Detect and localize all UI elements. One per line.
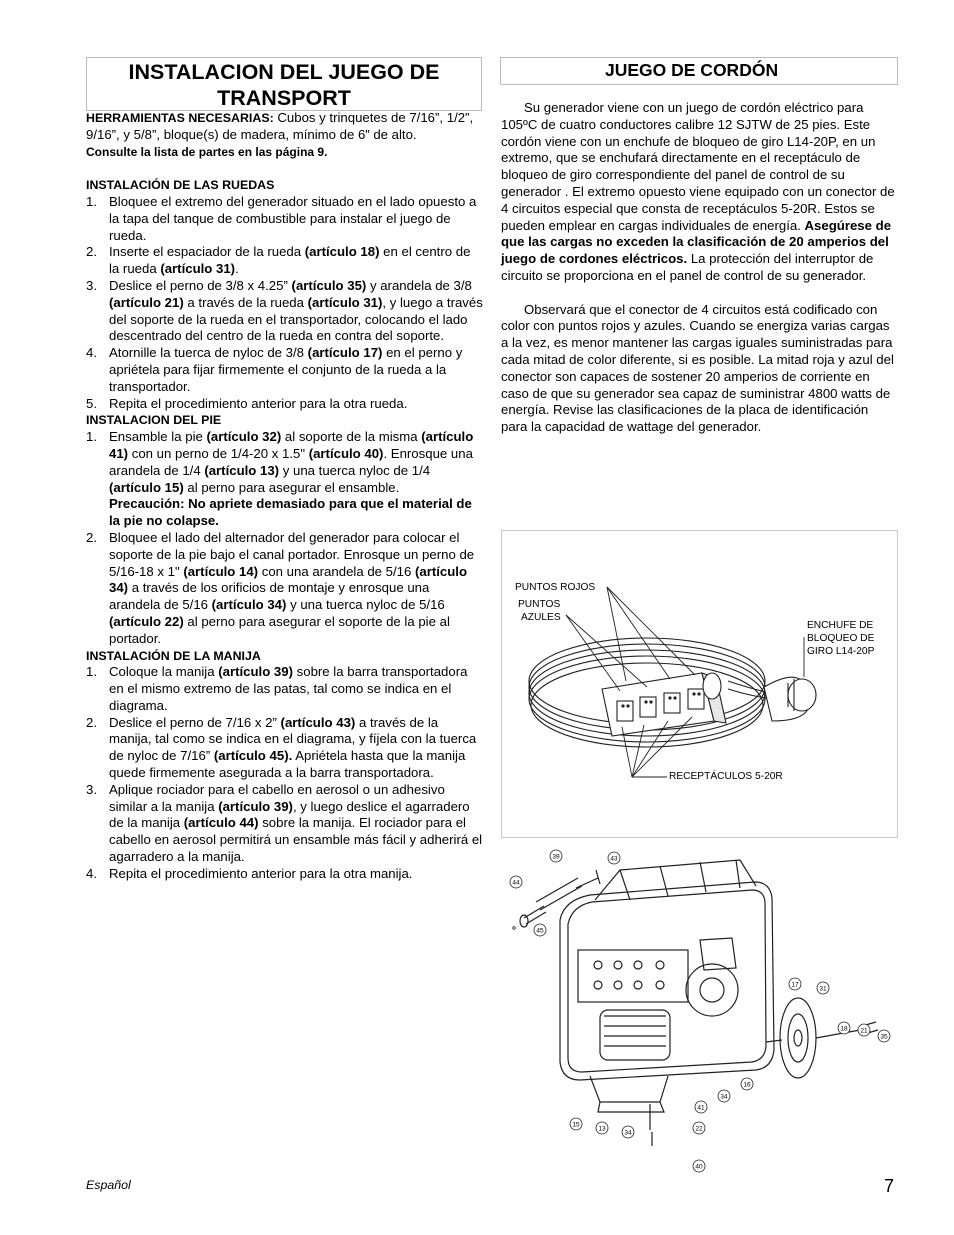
svg-text:41: 41 [697, 1104, 705, 1112]
list-item [86, 866, 484, 883]
callout-17 [789, 978, 801, 990]
item-reference: (artículo 18) [304, 244, 380, 260]
step-text: con un perno de 1/4-20 x 1.5" [128, 445, 309, 461]
step-text: . Enrosque una arandela de 1/4 [109, 445, 473, 478]
svg-text:35: 35 [880, 1033, 888, 1041]
step-text: en el centro de la rueda [109, 244, 471, 277]
item-reference: (artículo 43) [280, 714, 356, 730]
step-number: 2. [86, 714, 97, 730]
step-number: 4. [86, 345, 97, 361]
svg-text:45: 45 [536, 927, 544, 935]
step-body [109, 244, 484, 278]
item-reference: (artículo 39) [218, 798, 293, 814]
step-text: al soporte de la misma [281, 429, 422, 445]
svg-text:13: 13 [598, 1125, 606, 1133]
step-text: y una tuerca nyloc de 1/4 [279, 462, 431, 478]
handle-heading: INSTALACIÓN DE LA MANIJA [86, 648, 261, 663]
callout-31 [817, 982, 829, 994]
svg-text:18: 18 [840, 1025, 848, 1033]
step-text: y arandela de 3/8 [366, 277, 472, 293]
item-reference: Asegúrese de que las cargas no exceden la clasificación de 20 amperios del juego de cordones eléctricos. [501, 217, 892, 267]
step-text: , y luego deslice el agarradero de la manija [109, 798, 470, 831]
step-text: Atornille la tuerca de nyloc de 3/8 [109, 345, 308, 361]
step-text: Apriétela hasta que la manija quede firmemente asegurada a la barra transportadora. [109, 748, 466, 781]
callout-34 [622, 1126, 634, 1138]
page-title: INSTALACION DEL JUEGO DE TRANSPORT [128, 60, 440, 110]
item-reference: (artículo 32) [206, 429, 282, 445]
callout-45 [534, 924, 546, 936]
step-text: Deslice el perno de 7/16 x 2” [109, 714, 281, 730]
step-text: Aplique rociador para el cabello en aerosol o un adhesivo similar a la manija [109, 781, 445, 814]
label-blue-dots-2: AZULES [521, 612, 561, 623]
wheels-heading: INSTALACIÓN DE LAS RUEDAS [86, 178, 275, 193]
section-title-box [500, 57, 898, 85]
list-item [86, 664, 484, 714]
svg-text:40: 40 [695, 1163, 703, 1171]
item-reference: (artículo 40) [308, 445, 384, 461]
svg-text:21: 21 [860, 1027, 868, 1035]
cord-set-figure [501, 530, 898, 838]
tools-paragraph [86, 110, 484, 144]
step-text: sobre la barra transportadora en el mismo extremo de las patas, tal como se indica en el diagrama. [109, 664, 468, 713]
step-body [109, 345, 484, 395]
foot-heading: INSTALACION DEL PIE [86, 413, 222, 428]
tools-text: Cubos y trinquetes de 7/16”, 1/2”, 9/16”, y 5/8”, bloque(s) de madera, mínimo de 6” de alto. [86, 110, 474, 142]
step-body [109, 782, 484, 866]
item-reference: (artículo 39) [218, 664, 293, 680]
step-number: 1. [86, 664, 97, 680]
item-reference: (artículo 31) [160, 261, 236, 277]
callout-41 [695, 1101, 707, 1113]
callout-22 [693, 1122, 705, 1134]
item-reference: (artículo 41) [109, 429, 474, 461]
step-text: Deslice el perno de 3/8 x 4.25” [109, 277, 292, 293]
step-number: 5. [86, 395, 97, 411]
callout-13 [596, 1122, 608, 1134]
left-column [86, 110, 484, 883]
step-number: 2. [86, 244, 97, 260]
item-reference: (artículo 34) [211, 597, 287, 613]
list-item [86, 278, 484, 345]
svg-text:34: 34 [624, 1129, 632, 1137]
step-number: 1. [86, 193, 97, 209]
step-body [109, 530, 484, 648]
item-reference: (artículo 21) [109, 294, 184, 310]
step-text: Su generador viene con un juego de cordón eléctrico para 105ºC de cuatro conductores calibre 12 SJTW de 25 pies. Este cordón viene con un enchufe de bloqueo de giro L14-20P, en un extremo, que se enchufará directamente en el receptáculo de bloqueo de giro correspondiente del panel de control de su generador . El extremo opuesto viene equipado con un conector de 4 circuitos especial que consta de receptáculos 5-20R. Estos se pueden emplear en cargas individuales de energía. [501, 100, 895, 233]
step-text: a través de los orificios de montaje y enrosque una arandela de 5/16 [109, 580, 430, 613]
callout-35 [878, 1030, 890, 1042]
step-body [109, 396, 484, 413]
item-reference: (artículo 15) [109, 479, 184, 495]
step-text: Ensamble la pie [109, 429, 207, 445]
step-body [109, 664, 484, 714]
item-reference: (artículo 13) [204, 462, 280, 478]
svg-text:34: 34 [720, 1093, 728, 1101]
label-red-dots: PUNTOS ROJOS [515, 582, 596, 593]
step-text: al perno para asegurar el ensamble. [183, 479, 400, 495]
cord-set-drawing [502, 531, 899, 839]
callout-40 [693, 1160, 705, 1172]
callout-21 [858, 1024, 870, 1036]
callout-39 [550, 850, 562, 862]
step-number: 1. [86, 429, 97, 445]
step-text: en el perno y apriétela para fijar firmemente el conjunto de la rueda a la transportador. [109, 345, 463, 394]
step-text: al perno para asegurar el soporte de la pie al portador. [109, 613, 450, 646]
caution-note: Precaución: No apriete demasiado para que el material de la pie no colapse. [109, 496, 472, 529]
label-blue-dots-1: PUNTOS [518, 599, 561, 610]
handle-steps [86, 664, 484, 882]
step-body [109, 194, 484, 244]
svg-text:17: 17 [791, 981, 799, 989]
step-text: La protección del interruptor de circuito se proporciona en el panel de control de su generador. [501, 251, 874, 283]
step-body [109, 866, 484, 883]
item-reference: (artículo 34) [109, 563, 468, 596]
item-reference: (artículo 14) [183, 563, 259, 579]
color-code-paragraph: Observará que el conector de 4 circuitos está codificado con color con puntos rojos y azules. Cuando se energiza varias cargas a la vez, es menor mantener las cargas iguales suministradas para cada mitad de color diferente, si es posible. La mitad roja y azul del conector son capaces de sostener 20 amperios de corriente en caso de que su generador sea capaz de suministrar 4800 watts de energía. Revise las clasificaciones de la placa de identificación para la capacidad de wattage del generador. [501, 301, 894, 435]
item-reference: (artículo 35) [291, 277, 367, 293]
step-text: Repita el procedimiento anterior para la otra manija. [109, 865, 413, 881]
list-item [86, 429, 484, 530]
transport-kit-exploded-figure [500, 840, 898, 1178]
list-item [86, 244, 484, 278]
callout-16 [741, 1078, 753, 1090]
step-text: Bloquee el extremo del generador situado en el lado opuesto a la tapa del tanque de combustible para instalar el juego de rueda. [109, 193, 477, 243]
svg-text:43: 43 [610, 855, 618, 863]
list-item [86, 194, 484, 244]
svg-text:16: 16 [743, 1081, 751, 1089]
callout-43 [608, 852, 620, 864]
step-number: 4. [86, 865, 97, 881]
step-text: sobre la manija. El rociador para el cabello en aerosol permitirá un ensamble más fácil y adherirá el agarradero a la manija. [109, 815, 483, 865]
step-text: Coloque la manija [109, 664, 219, 680]
svg-text:39: 39 [552, 853, 560, 861]
svg-text:22: 22 [695, 1125, 703, 1133]
wheels-steps [86, 194, 484, 412]
svg-text:15: 15 [572, 1121, 580, 1129]
label-plug-1: ENCHUFE DE [807, 620, 874, 631]
svg-text:44: 44 [512, 879, 520, 887]
exploded-view-drawing [500, 840, 898, 1178]
title-box [86, 57, 482, 111]
step-number: 3. [86, 781, 97, 797]
svg-text:31: 31 [819, 985, 827, 993]
list-item [86, 396, 484, 413]
cord-kit-paragraph [501, 100, 897, 285]
step-number: 2. [86, 529, 97, 545]
label-plug-3: GIRO L14-20P [807, 646, 875, 657]
callout-44 [510, 876, 522, 888]
callout-18 [838, 1022, 850, 1034]
tools-heading: HERRAMIENTAS NECESARIAS: [86, 111, 274, 125]
list-item [86, 715, 484, 782]
step-text: , y luego a través del soporte de la rueda en el transportador, colocando el lado descentrado del centro de la rueda en contra del soporte. [109, 294, 483, 344]
list-item [86, 530, 484, 648]
step-number: 3. [86, 277, 97, 293]
callout-34 [718, 1090, 730, 1102]
label-receptacles: RECEPTÁCULOS 5-20R [669, 771, 783, 782]
item-reference: (artículo 44) [183, 815, 259, 831]
step-text: Repita el procedimiento anterior para la otra rueda. [109, 395, 408, 411]
consult-note: Consulte la lista de partes en las página 9. [86, 144, 328, 159]
step-text: Inserte el espaciador de la rueda [109, 244, 305, 260]
step-text: a través de la manija, tal como se indica en el diagrama, y fíjela con la tuerca de nyloc de 7/16” [109, 714, 477, 764]
list-item [86, 345, 484, 395]
item-reference: (artículo 31) [307, 294, 383, 310]
step-text: Bloquee el lado del alternador del generador para colocar el soporte de la pie bajo el canal portador. Enrosque un perno de 5/16-18 x 1" [109, 529, 475, 579]
step-text: . [235, 261, 239, 277]
step-body [109, 429, 484, 496]
item-reference: (artículo 22) [109, 613, 184, 629]
step-text: a través de la rueda [183, 294, 308, 310]
step-text: y una tuerca nyloc de 5/16 [286, 597, 445, 613]
step-body [109, 278, 484, 345]
section-title: JUEGO DE CORDÓN [605, 60, 779, 80]
foot-steps [86, 429, 484, 647]
item-reference: (artículo 45). [213, 748, 293, 764]
item-reference: (artículo 17) [307, 345, 383, 361]
label-plug-2: BLOQUEO DE [807, 633, 875, 644]
footer-language: Español [86, 1178, 131, 1192]
right-column [501, 100, 897, 436]
list-item [86, 782, 484, 866]
step-body [109, 715, 484, 782]
page-number: 7 [884, 1176, 895, 1196]
step-text: con una arandela de 5/16 [258, 563, 415, 579]
callout-15 [570, 1118, 582, 1130]
